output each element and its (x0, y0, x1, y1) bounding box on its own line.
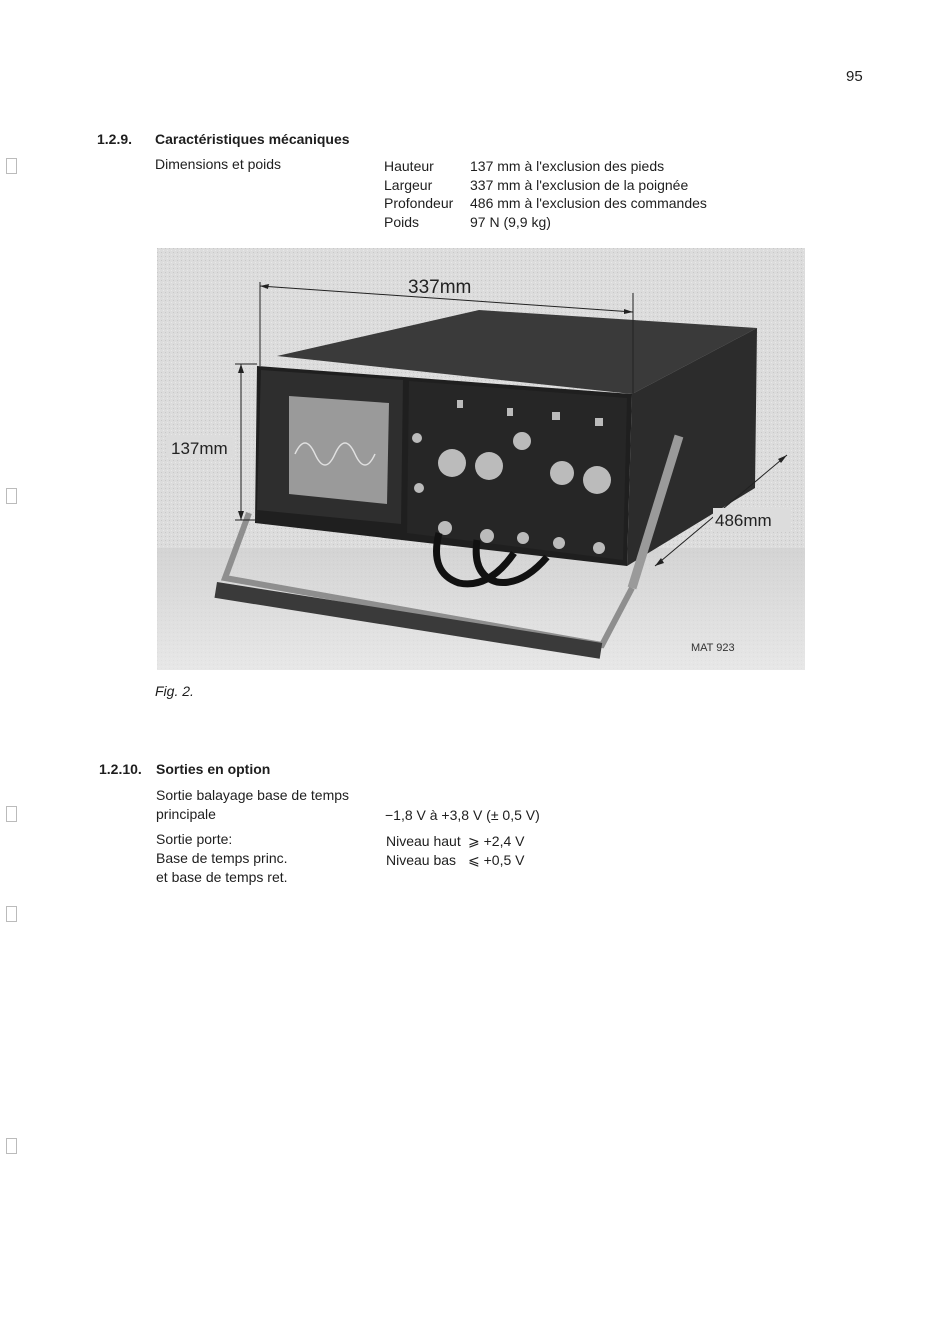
text-line: Sortie balayage base de temps (156, 787, 350, 803)
figure-reference: MAT 923 (691, 642, 735, 654)
spec-value: 97 N (9,9 kg) (470, 213, 551, 230)
oscilloscope-figure (157, 248, 805, 670)
gate-level-label: Niveau bas (386, 852, 457, 868)
section-number: 1.2.9. (97, 131, 133, 147)
crt-screen (289, 396, 389, 504)
section-title: Sorties en option (156, 761, 271, 777)
spec-row-width (384, 176, 707, 195)
section-title: Caractéristiques mécaniques (155, 131, 350, 147)
spec-value: 137 mm à l'exclusion des pieds (470, 158, 665, 174)
section-subheading: Dimensions et poids (155, 156, 282, 172)
dim-label-height: 137mm (171, 439, 228, 458)
spec-label: Hauteur (384, 158, 434, 174)
spec-label: Profondeur (384, 195, 454, 212)
gate-level-row (386, 851, 525, 870)
spec-value: 337 mm à l'exclusion de la poignée (470, 176, 689, 193)
output-gate-label (156, 830, 288, 887)
dim-label-width: 337mm (408, 277, 472, 298)
output-gate-values (386, 832, 525, 870)
text-line: principale (156, 806, 216, 822)
spec-label: Poids (384, 213, 420, 230)
page-number: 95 (846, 68, 863, 85)
spec-table (384, 157, 707, 231)
section-number: 1.2.10. (99, 761, 142, 777)
margin-mark (6, 806, 17, 822)
spec-label: Largeur (384, 176, 433, 193)
gate-level-label: Niveau haut (386, 833, 461, 849)
text-line: et base de temps ret. (156, 869, 288, 885)
text-line: Sortie porte: (156, 831, 233, 847)
text-line: Base de temps princ. (156, 850, 288, 866)
gate-level-value: ⩾ +2,4 V (468, 833, 525, 849)
spec-row-depth (384, 194, 707, 213)
spec-row-height (384, 157, 707, 176)
margin-mark (6, 488, 17, 504)
figure-caption: Fig. 2. (155, 683, 194, 699)
dim-label-depth: 486mm (715, 511, 772, 530)
output-sweep-label (156, 786, 349, 824)
output-sweep-value: −1,8 V à +3,8 V (± 0,5 V) (385, 807, 540, 823)
gate-level-value: ⩽ +0,5 V (468, 852, 525, 868)
margin-mark (6, 906, 17, 922)
gate-level-row (386, 832, 525, 851)
spec-row-weight (384, 213, 707, 232)
margin-mark (6, 158, 17, 174)
margin-mark (6, 1138, 17, 1154)
spec-value: 486 mm à l'exclusion des commandes (470, 195, 707, 212)
